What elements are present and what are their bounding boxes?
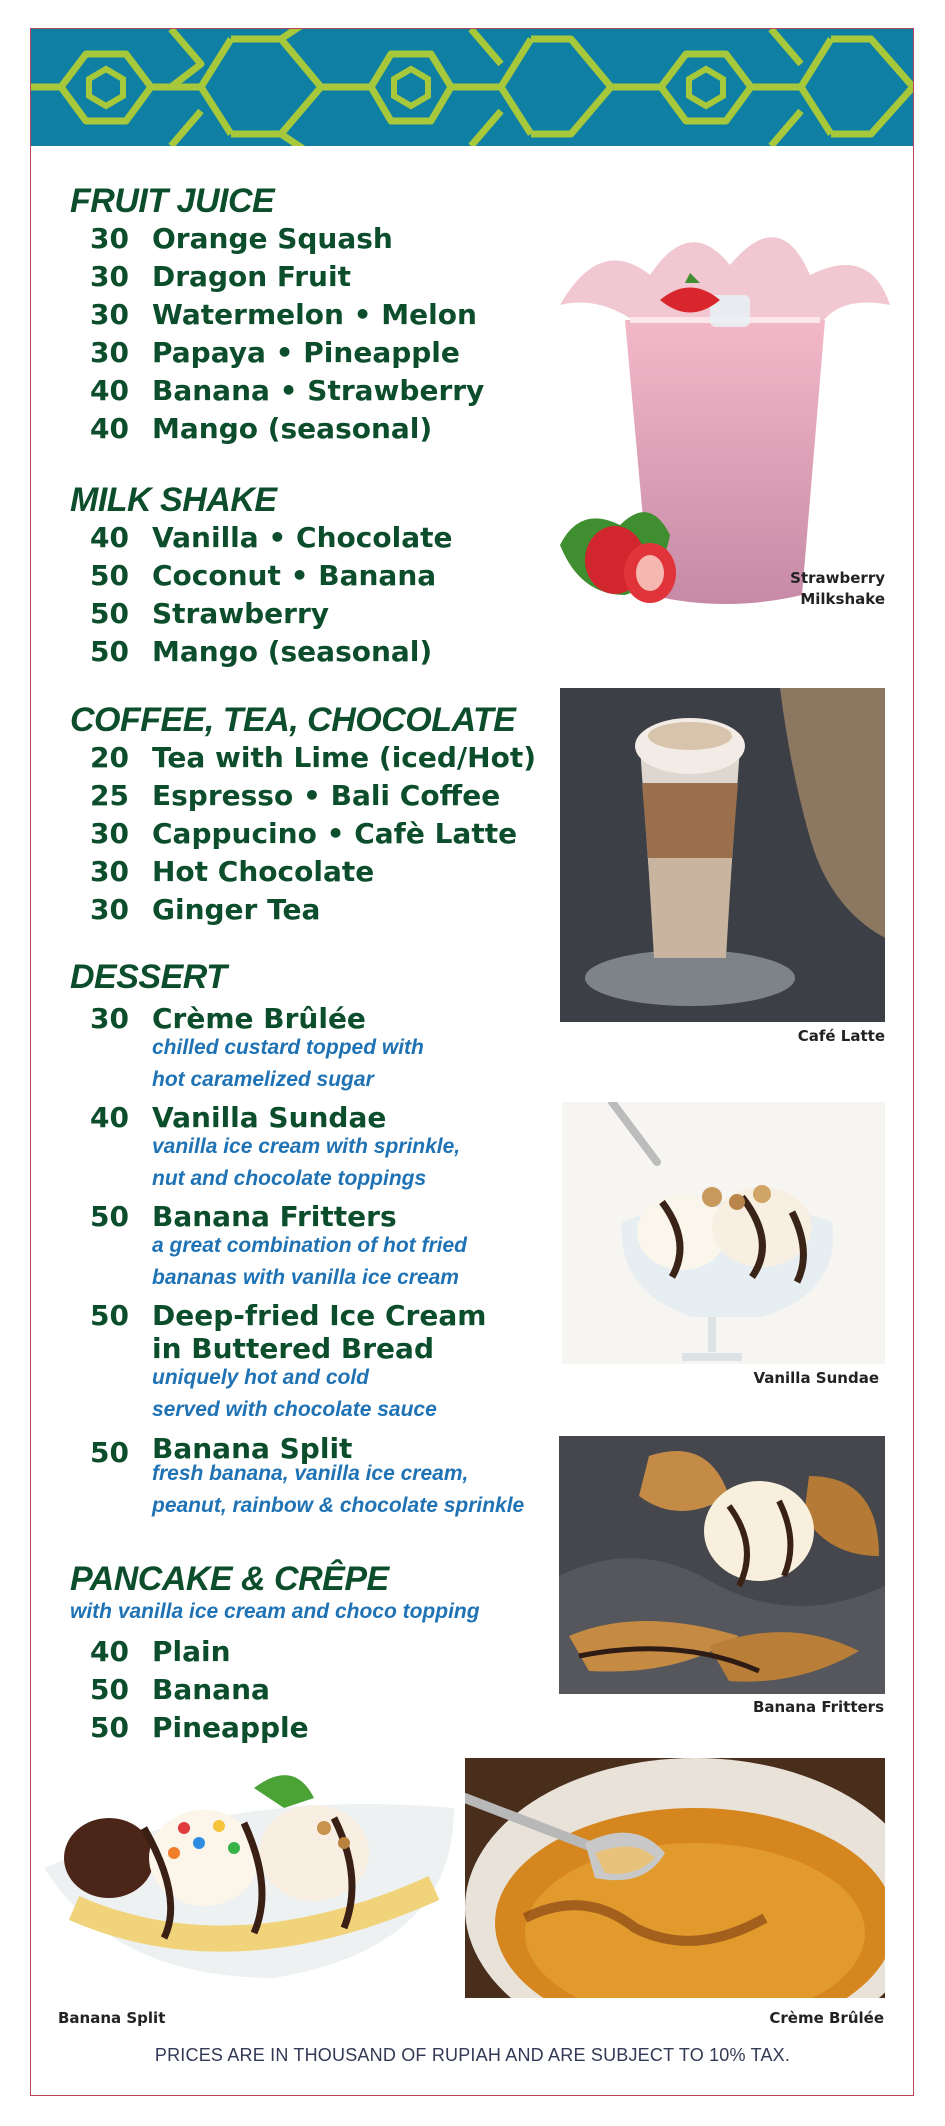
item-price: 40 xyxy=(90,521,129,554)
decorative-banner xyxy=(31,29,913,146)
vanilla-sundae-photo xyxy=(562,1102,885,1364)
item-name: Vanilla • Chocolate xyxy=(152,521,453,554)
item-price: 50 xyxy=(90,559,129,592)
menu-item xyxy=(90,559,436,592)
item-price: 30 xyxy=(90,260,129,293)
item-price: 40 xyxy=(90,1101,129,1134)
fruit-juice-heading: FRUIT JUICE xyxy=(70,182,275,220)
item-name: Deep-fried Ice Cream xyxy=(152,1299,487,1332)
item-name: Ginger Tea xyxy=(152,893,321,926)
item-description: served with chocolate sauce xyxy=(152,1398,437,1421)
item-price: 50 xyxy=(90,1436,129,1469)
item-name: Orange Squash xyxy=(152,222,393,255)
price-disclaimer: PRICES ARE IN THOUSAND OF RUPIAH AND ARE SUBJECT TO 10% TAX. xyxy=(154,2045,791,2065)
vanilla-sundae-caption: Vanilla Sundae xyxy=(753,1369,879,1387)
menu-item xyxy=(90,222,393,255)
menu-item xyxy=(90,260,351,293)
item-price: 30 xyxy=(90,298,129,331)
item-name: Mango (seasonal) xyxy=(152,412,433,445)
creme-brulee-caption: Crème Brûlée xyxy=(769,2009,884,2027)
item-price: 50 xyxy=(90,1200,129,1233)
menu-item xyxy=(90,597,329,630)
item-description: chilled custard topped with xyxy=(152,1036,424,1059)
menu-item xyxy=(90,412,432,445)
item-name: Coconut • Banana xyxy=(152,559,437,592)
item-name: Crème Brûlée xyxy=(152,1002,366,1035)
item-description: a great combination of hot fried xyxy=(152,1234,468,1257)
item-name: Banana Split xyxy=(152,1432,353,1465)
menu-item xyxy=(90,521,452,554)
item-price: 40 xyxy=(90,374,129,407)
item-name: Mango (seasonal) xyxy=(152,635,433,668)
item-price: 25 xyxy=(90,779,129,812)
item-price: 40 xyxy=(90,1635,129,1668)
caption-line: Strawberry xyxy=(790,569,885,587)
item-name: Vanilla Sundae xyxy=(152,1101,387,1134)
coffee-tea-chocolate-heading: COFFEE, TEA, CHOCOLATE xyxy=(70,701,516,739)
item-price: 30 xyxy=(90,893,129,926)
item-price: 50 xyxy=(90,635,129,668)
item-price: 50 xyxy=(90,1299,129,1332)
item-price: 50 xyxy=(90,1711,129,1744)
menu-item xyxy=(90,336,460,369)
item-name: Tea with Lime (iced/Hot) xyxy=(152,741,537,774)
item-name: Papaya • Pineapple xyxy=(152,336,460,369)
item-name: Banana Fritters xyxy=(152,1200,397,1233)
dessert-heading: DESSERT xyxy=(70,958,227,996)
menu-item xyxy=(90,817,517,850)
item-name: Strawberry xyxy=(152,597,330,630)
item-name: Banana • Strawberry xyxy=(152,374,485,407)
menu-item xyxy=(90,893,320,926)
cafe-latte-caption: Café Latte xyxy=(797,1027,885,1045)
item-description: hot caramelized sugar xyxy=(152,1068,374,1091)
geometric-pattern xyxy=(31,29,913,146)
menu-item xyxy=(90,1711,309,1744)
item-price: 50 xyxy=(90,1673,129,1706)
banana-split-caption: Banana Split xyxy=(58,2009,166,2027)
pancake-crepe-heading: PANCAKE & CRÊPE xyxy=(70,1560,389,1598)
banana-fritters-photo xyxy=(559,1436,885,1694)
item-name: Cappucino • Cafè Latte xyxy=(152,817,518,850)
item-price: 30 xyxy=(90,336,129,369)
item-description: vanilla ice cream with sprinkle, xyxy=(152,1135,461,1158)
item-name: Dragon Fruit xyxy=(152,260,351,293)
item-name: Hot Chocolate xyxy=(152,855,375,888)
item-price: 30 xyxy=(90,817,129,850)
item-description: uniquely hot and cold xyxy=(152,1366,369,1389)
menu-item xyxy=(90,779,500,812)
item-name: Banana xyxy=(152,1673,270,1706)
banana-fritters-caption: Banana Fritters xyxy=(752,1698,884,1716)
menu-item xyxy=(90,1635,231,1668)
pancake-subtitle: with vanilla ice cream and choco topping xyxy=(70,1600,480,1623)
cafe-latte-photo xyxy=(560,688,885,1022)
item-description: fresh banana, vanilla ice cream, xyxy=(152,1462,469,1485)
item-price: 40 xyxy=(90,412,129,445)
item-price: 30 xyxy=(90,1002,129,1035)
milk-shake-heading: MILK SHAKE xyxy=(70,481,277,519)
strawberry-milkshake-caption xyxy=(790,568,885,610)
menu-item xyxy=(90,298,477,331)
menu-item xyxy=(90,635,432,668)
item-name-line2: in Buttered Bread xyxy=(152,1332,434,1365)
item-name: Plain xyxy=(152,1635,231,1668)
menu-item xyxy=(90,855,374,888)
item-price: 20 xyxy=(90,741,129,774)
item-name: Espresso • Bali Coffee xyxy=(152,779,501,812)
menu-item xyxy=(90,741,536,774)
item-price: 50 xyxy=(90,597,129,630)
creme-brulee-photo xyxy=(465,1758,885,1998)
item-price: 30 xyxy=(90,222,129,255)
item-price: 30 xyxy=(90,855,129,888)
item-name: Pineapple xyxy=(152,1711,309,1744)
menu-item xyxy=(90,1673,270,1706)
item-description: nut and chocolate toppings xyxy=(152,1167,427,1190)
banana-split-photo xyxy=(34,1748,466,1998)
menu-item xyxy=(90,374,484,407)
caption-line: Milkshake xyxy=(800,590,885,608)
item-name: Watermelon • Melon xyxy=(152,298,477,331)
item-description: peanut, rainbow & chocolate sprinkle xyxy=(152,1494,525,1517)
item-description: bananas with vanilla ice cream xyxy=(152,1266,459,1289)
